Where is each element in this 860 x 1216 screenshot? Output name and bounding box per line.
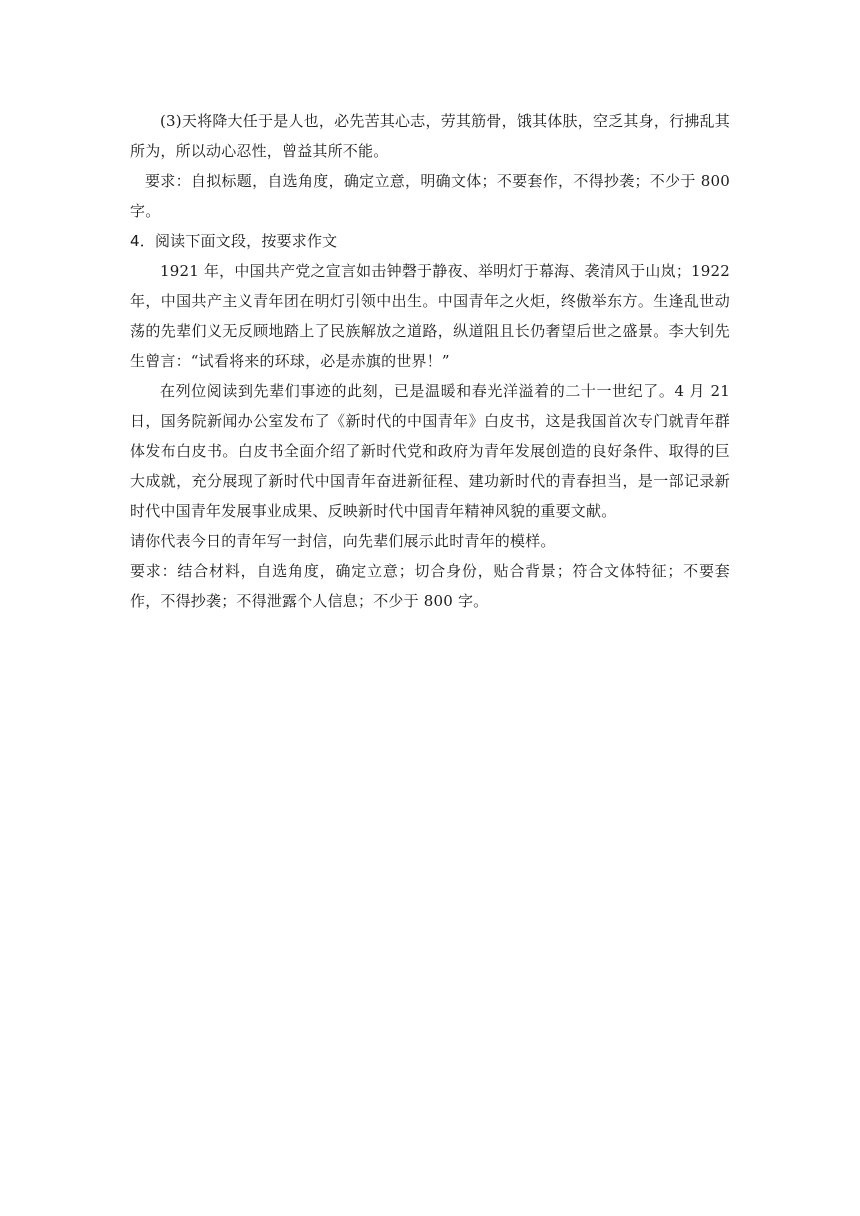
material-paragraph-2: 在列位阅读到先辈们事迹的此刻，已是温暖和春光洋溢着的二十一世纪了。4 月 21 日，国务院新闻办公室发布了《新时代的中国青年》白皮书，这是我国首次专门就青年群体发布白皮书。白皮书全面介绍了新时代党和政府为青年发展创造的良好条件、取得的巨大成就，充分展现了新时代中国青年奋进新征程、建功新时代的青春担当，是一部记录新时代中国青年发展事业成果、反映新时代中国青年精神风貌的重要文献。 [130, 382, 730, 520]
question-4-heading: 4．阅读下面文段，按要求作文 [130, 232, 338, 250]
essay-requirement-1: 要求：自拟标题，自选角度，确定立意，明确文体；不要套作，不得抄袭；不少于 800 字。 [130, 172, 730, 220]
writing-task: 请你代表今日的青年写一封信，向先辈们展示此时青年的模样。 [130, 532, 556, 550]
essay-prompt-item-3: (3)天将降大任于是人也，必先苦其心志，劳其筋骨，饿其体肤，空乏其身，行拂乱其所为，所以动心忍性，曾益其所不能。 [130, 112, 730, 160]
material-paragraph-1: 1921 年，中国共产党之宣言如击钟磬于静夜、举明灯于幕海、袭清风于山岚；1922 年，中国共产主义青年团在明灯引领中出生。中国青年之火炬，终傲举东方。生逢乱世动荡的先辈们义无反顾地踏上了民族解放之道路，纵道阻且长仍奢望后世之盛景。李大钊先生曾言：“试看将来的环球，必是赤旗的世界！” [130, 262, 730, 370]
essay-requirement-2: 要求：结合材料，自选角度，确定立意；切合身份，贴合背景；符合文体特征；不要套作，不得抄袭；不得泄露个人信息；不少于 800 字。 [130, 562, 730, 610]
document-body [130, 106, 730, 616]
